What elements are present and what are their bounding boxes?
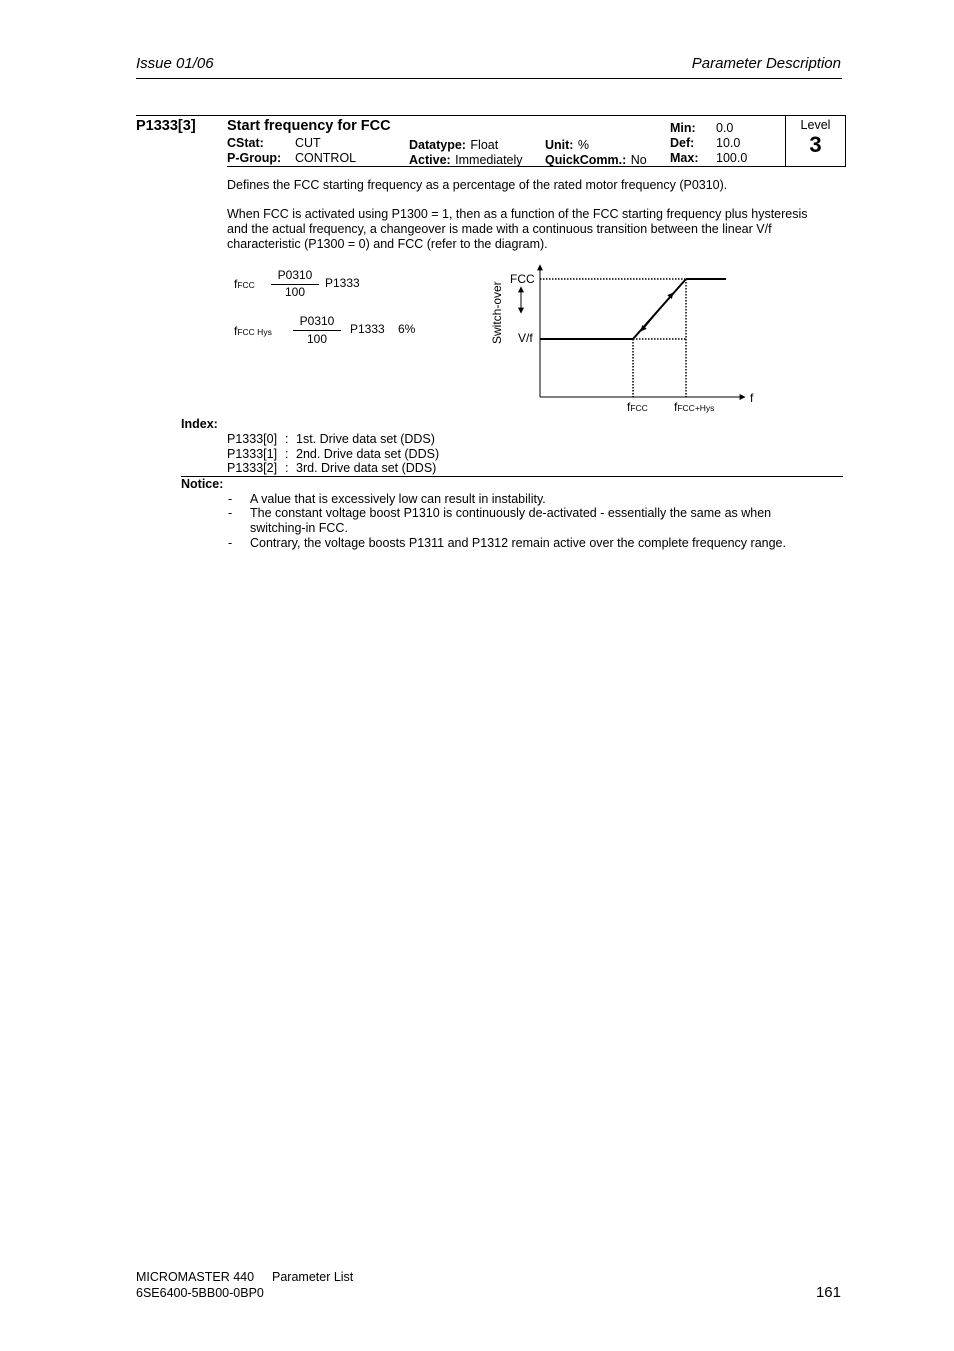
fcc-level-label: FCC (510, 272, 535, 286)
formula1-denominator: 100 (284, 285, 306, 299)
min-value: 0.0 (716, 121, 734, 135)
index-item-2-text: 3rd. Drive data set (DDS) (296, 461, 437, 475)
header-section-title: Parameter Description (691, 55, 841, 72)
index-item-1-key: P1333[1] (227, 447, 278, 461)
index-item-0-text: 1st. Drive data set (DDS) (296, 432, 435, 446)
formula2-denominator: 100 (306, 332, 328, 346)
unit-value: % (577, 138, 590, 152)
index-item-0-key: P1333[0] (227, 432, 278, 446)
vf-level-label: V/f (518, 331, 533, 345)
param-box-bottom (227, 166, 846, 167)
level-value: 3 (809, 132, 822, 157)
formula2-subscript: FCC Hys (237, 327, 272, 337)
formula1-lhs (234, 277, 255, 291)
index-item-1-sep: : (285, 447, 289, 461)
header-rule (136, 78, 842, 79)
pgroup-value: CONTROL (295, 151, 357, 165)
index-item-1-text: 2nd. Drive data set (DDS) (296, 447, 440, 461)
param-title: Start frequency for FCC (227, 118, 391, 134)
formula2-symbol: f (234, 324, 238, 338)
footer-order-number: 6SE6400-5BB00-0BP0 (136, 1286, 264, 1300)
def-label: Def: (670, 136, 695, 150)
page-number: 161 (815, 1284, 841, 1301)
ffcc-tick-subscript: FCC (630, 403, 648, 413)
ffcchys-tick-subscript: FCC+Hys (677, 403, 715, 413)
datatype-value: Float (470, 138, 499, 152)
formula1-subscript: FCC (237, 280, 255, 290)
footer-product: MICROMASTER 440 (136, 1270, 255, 1284)
def-value: 10.0 (716, 136, 741, 150)
level-label: Level (800, 118, 831, 132)
ffcchys-tick-label (674, 400, 714, 414)
active-value: Immediately (455, 153, 523, 167)
ffcchys-tick-symbol: f (674, 400, 678, 414)
notice-item-2-line2: switching-in FCC. (250, 521, 348, 535)
cstat-value: CUT (295, 136, 321, 150)
description-p1: Defines the FCC starting frequency as a percentage of the rated motor frequency (P0310). (227, 178, 728, 192)
notice-item-3: Contrary, the voltage boosts P1311 and P1312 remain active over the complete frequency range. (250, 536, 786, 550)
description-p2-line1: When FCC is activated using P1300 = 1, then as a function of the FCC starting frequency plus hysteresis (227, 207, 808, 221)
notice-bullet-3: - (228, 536, 233, 550)
param-box-right (845, 115, 846, 167)
description-p2-line3: characteristic (P1300 = 0) and FCC (refer to the diagram). (227, 237, 548, 251)
formula1-numerator: P0310 (277, 268, 313, 282)
index-item-2-sep: : (285, 461, 289, 475)
notice-item-1: A value that is excessively low can result in instability. (250, 492, 546, 506)
formula1-factor: P1333 (325, 276, 360, 290)
quickcomm-field (545, 151, 647, 169)
pgroup-label: P-Group: (227, 151, 282, 165)
ffcc-tick-label (627, 400, 648, 414)
active-label: Active: (409, 153, 451, 167)
footer-doc-title: Parameter List (272, 1270, 354, 1284)
notice-item-2-line1: The constant voltage boost P1310 is continuously de-activated - essentially the same as when (250, 506, 772, 520)
index-item-2-key: P1333[2] (227, 461, 278, 475)
x-axis-label: f (750, 391, 754, 405)
notice-bullet-2: - (228, 506, 233, 520)
param-box-top (136, 115, 846, 116)
formula1-symbol: f (234, 277, 238, 291)
param-id: P1333[3] (136, 118, 196, 134)
formula2-fraction-bar (293, 330, 341, 331)
cstat-label: CStat: (227, 136, 264, 150)
datatype-label: Datatype: (409, 138, 466, 152)
max-label: Max: (670, 151, 699, 165)
quickcomm-label: QuickComm.: (545, 153, 627, 167)
index-notice-divider (181, 476, 843, 477)
unit-label: Unit: (545, 138, 574, 152)
active-field (409, 151, 523, 169)
min-label: Min: (670, 121, 696, 135)
header-issue: Issue 01/06 (136, 55, 214, 72)
formula2-numerator: P0310 (299, 314, 335, 328)
formula2-extra: 6% (398, 322, 416, 336)
formula2-factor: P1333 (350, 322, 385, 336)
quickcomm-value: No (630, 153, 647, 167)
max-value: 100.0 (716, 151, 748, 165)
switchover-label: Switch-over (490, 281, 504, 344)
index-item-0-sep: : (285, 432, 289, 446)
ffcc-tick-symbol: f (627, 400, 631, 414)
down-arrow-icon (641, 299, 668, 331)
index-label: Index: (181, 417, 218, 431)
formula2-lhs (234, 324, 272, 338)
notice-label: Notice: (181, 477, 224, 491)
notice-bullet-1: - (228, 492, 233, 506)
description-p2-line2: and the actual frequency, a changeover is made with a continuous transition between the linear V/f (227, 222, 772, 236)
